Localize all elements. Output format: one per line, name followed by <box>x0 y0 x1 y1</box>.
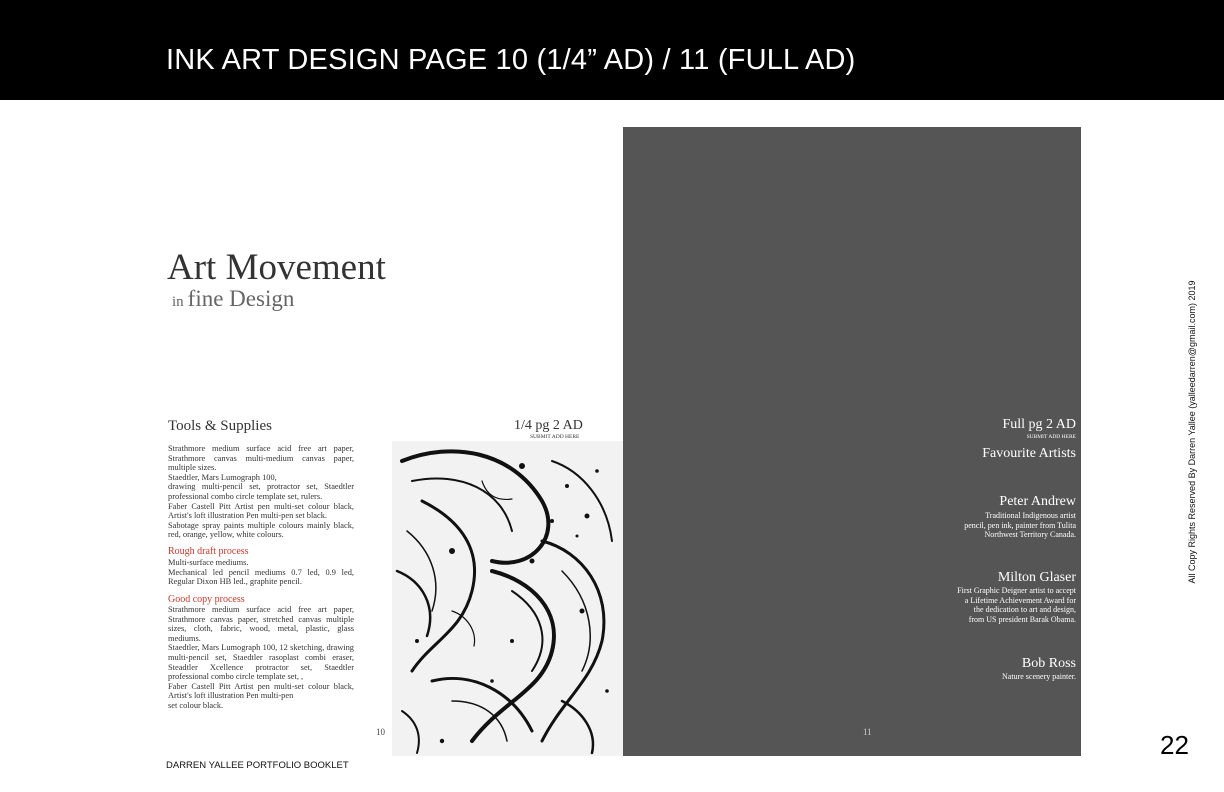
subtitle-fine-design: fine Design <box>187 286 295 311</box>
rough-line: Mechanical led pencil mediums 0.7 led, 0.9 led, Regular Dixon HB led., graphite pencil. <box>168 567 354 587</box>
ink-fish-artwork <box>392 441 623 756</box>
rough-draft-text <box>168 558 354 587</box>
tools-text <box>168 444 354 540</box>
artist-name-bob-ross: Bob Ross <box>1021 656 1076 671</box>
good-line: set colour black. <box>168 700 224 710</box>
bio-line: the dedication to art and design, <box>973 605 1076 615</box>
tools-line: Strathmore medium surface acid free art paper, Strathmore canvas multi-medium canvas paper, multiple sizes. <box>168 444 354 473</box>
bio-line: Northwest Territory Canada. <box>984 530 1076 540</box>
ink-fish-drawing <box>392 441 623 756</box>
bio-line: pencil, pen ink, painter from Tulita <box>964 520 1076 530</box>
good-line: Staedtler, Mars Lumograph 100, 12 sketching, drawing multi-pencil set, Staedtler rasoplast combi eraser, Steadtler Xcellence protractor set, Staedtler professional combo circle template set, , <box>168 643 354 682</box>
full-ad-label: Full pg 2 AD <box>1002 417 1076 432</box>
tools-line: Faber Castell Pitt Artist pen multi-set colour black, Artist's loft illustration Pen multi-pen set black. <box>168 501 354 521</box>
tools-line: drawing multi-pencil set, protractor set, Staedtler professional combo circle template set, rulers. <box>168 482 354 501</box>
artist-bio-milton-glaser <box>957 586 1076 624</box>
bio-line: Nature scenery painter. <box>1002 672 1076 681</box>
artist-name-peter-andrew: Peter Andrew <box>999 494 1076 509</box>
footer-booklet-title: DARREN YALLEE PORTFOLIO BOOKLET <box>166 760 349 771</box>
quarter-ad-submit: SUBMIT ADD HERE <box>530 434 580 440</box>
artist-bio-bob-ross <box>1002 672 1076 682</box>
full-ad-submit: SUBMIT ADD HERE <box>1026 434 1076 440</box>
artist-bio-peter-andrew <box>964 511 1076 540</box>
page-number-10: 10 <box>376 727 385 737</box>
tools-line: Sabotage spray paints multiple colours mainly black, red, orange, yellow, white colours. <box>168 520 354 540</box>
header-bar <box>0 0 1224 100</box>
page-number-11: 11 <box>863 727 872 737</box>
rough-draft-heading: Rough draft process <box>168 546 249 557</box>
bio-line: Traditional Indigenous artist <box>985 511 1076 520</box>
tools-heading: Tools & Supplies <box>168 418 272 434</box>
bio-line: First Graphic Deigner artist to accept <box>957 586 1076 595</box>
good-copy-heading: Good copy process <box>168 594 245 605</box>
rough-line: Multi-surface mediums. <box>168 558 249 567</box>
tools-line: Staedtler, Mars Lumograph 100, <box>168 472 277 482</box>
good-line: Faber Castell Pitt Artist pen multi-set colour black, Artist's loft illustration Pen multi-pen <box>168 681 354 701</box>
quarter-ad-label: 1/4 pg 2 AD <box>514 418 583 433</box>
full-page-ad <box>623 127 1081 756</box>
artist-name-milton-glaser: Milton Glaser <box>997 570 1076 585</box>
slide-number: 22 <box>1160 730 1189 760</box>
subtitle-in: in <box>172 294 184 310</box>
bio-line: from US president Barak Obama. <box>968 614 1076 624</box>
copyright-notice: All Copy Rights Reserved By Darren Yallee (yalleedarren@gmail.com) 2019 <box>1187 280 1197 584</box>
header-title: INK ART DESIGN PAGE 10 (1/4” AD) / 11 (FULL AD) <box>166 44 856 76</box>
good-copy-text <box>168 605 354 711</box>
art-movement-subtitle <box>172 286 294 312</box>
good-line: Strathmore medium surface acid free art paper, Strathmore canvas paper, stretched canvas multiple sizes, cloth, fabric, wood, metal, plastic, glass mediums. <box>168 605 354 643</box>
art-movement-title: Art Movement <box>167 247 386 288</box>
bio-line: a Lifetime Achievement Award for <box>964 595 1076 605</box>
favourite-artists-heading: Favourite Artists <box>982 446 1076 461</box>
